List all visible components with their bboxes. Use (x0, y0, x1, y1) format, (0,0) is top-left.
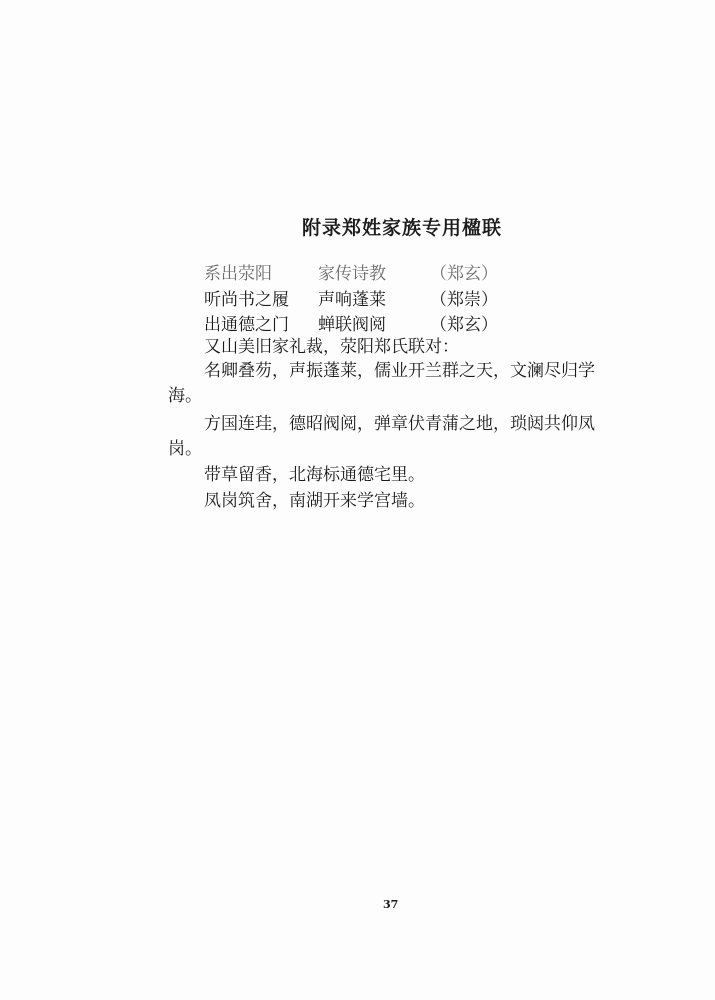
couplet-first: 听尚书之履 (204, 290, 289, 310)
couplet-second: 家传诗教 (318, 264, 386, 284)
page-number: 37 (383, 898, 399, 911)
couplet-attribution: （郑玄） (430, 315, 498, 335)
couplet-second: 蝉联阀阅 (318, 315, 386, 335)
couplet-first: 出通德之门 (204, 315, 289, 335)
paragraph-line: 凤岗筑舍，南湖开来学宫墙。 (204, 491, 425, 511)
couplet-first: 系出荥阳 (204, 264, 272, 284)
couplet-attribution: （郑玄） (430, 264, 498, 284)
couplet-second: 声响蓬莱 (318, 290, 386, 310)
paragraph-line: 岗。 (168, 439, 202, 459)
paragraph-line: 带草留香，北海标通德宅里。 (204, 465, 425, 485)
couplet-attribution: （郑崇） (430, 290, 498, 310)
paragraph-line: 方国连珪，德昭阀阅，弹章伏青蒲之地，琐闼共仰凤 (204, 414, 595, 434)
paragraph-line: 名卿叠芴，声振蓬莱，儒业开兰群之天，文澜尽归学 (204, 361, 595, 381)
paragraph-line: 又山美旧家礼裁，荥阳郑氏联对： (204, 337, 459, 357)
paragraph-line: 海。 (168, 386, 202, 406)
page-title: 附录郑姓家族专用楹联 (302, 217, 503, 239)
